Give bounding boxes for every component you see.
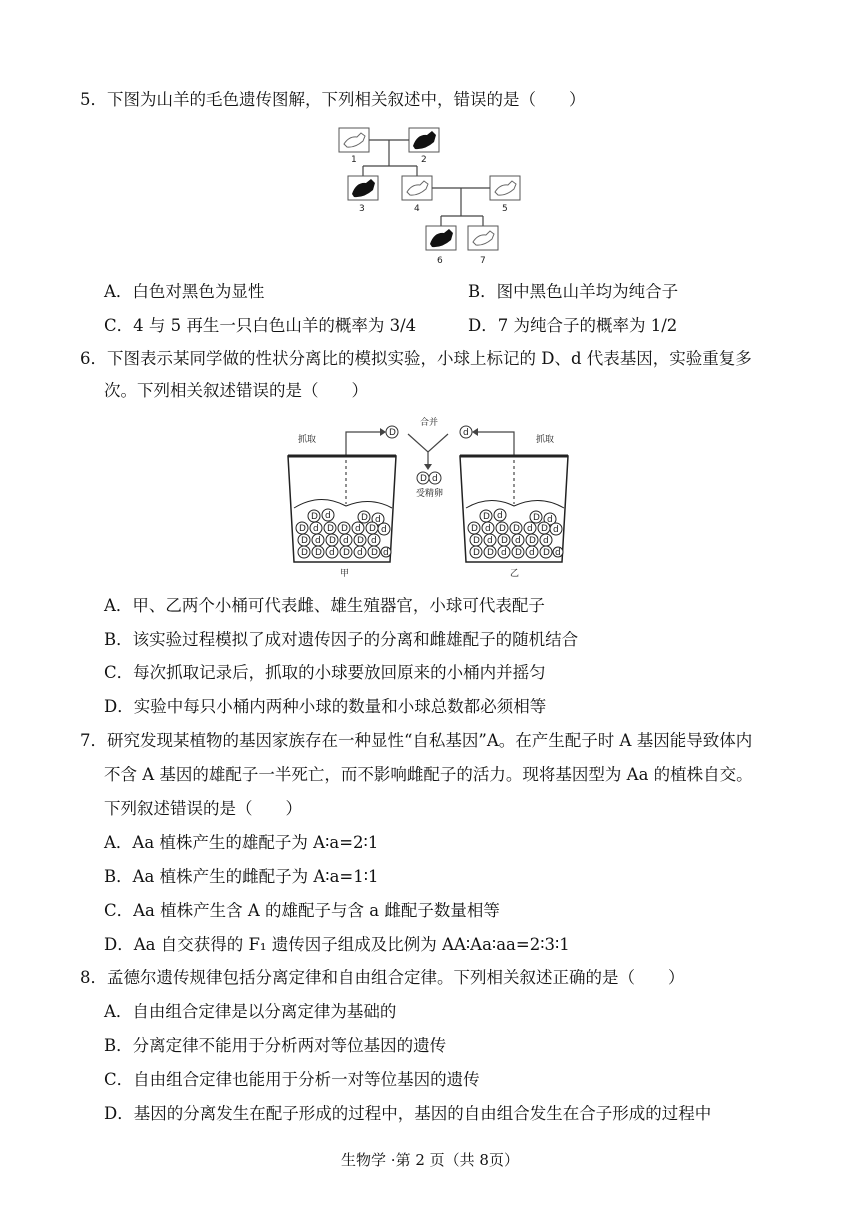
goat-4-white xyxy=(402,176,432,200)
q5-stem: 5．下图为山羊的毛色遗传图解，下列相关叙述中，错误的是（ ） xyxy=(80,90,586,109)
ball-label: d xyxy=(553,525,559,535)
q7-stem-line3: 下列叙述错误的是（ ） xyxy=(104,799,302,818)
ball-label: D xyxy=(369,524,376,534)
page-footer: 生物学 ·第 2 页（共 8页） xyxy=(341,1151,519,1169)
q5-option-b: B．图中黑色山羊均为纯合子 xyxy=(468,282,679,301)
ball-label: D xyxy=(357,536,364,546)
q7-option-a: A．Aa 植株产生的雄配子为 A∶a=2∶1 xyxy=(104,833,379,852)
q5-option-a: A．白色对黑色为显性 xyxy=(104,282,265,301)
q5-option-d: D．7 为纯合子的概率为 1/2 xyxy=(468,316,678,335)
bucket-simulation-diagram xyxy=(280,412,580,582)
ball-label: d xyxy=(487,536,493,546)
goat-5-white xyxy=(490,176,520,200)
grab-label-right: 抓取 xyxy=(536,435,555,445)
q7-option-d: D．Aa 自交获得的 F₁ 遗传因子组成及比例为 AA∶Aa∶aa=2∶3∶1 xyxy=(104,935,570,954)
q7-option-b: B．Aa 植株产生的雌配子为 A∶a=1∶1 xyxy=(104,867,379,886)
ball-label: D xyxy=(301,548,308,558)
ball-label: d xyxy=(497,511,503,521)
zygote-ball-D: D xyxy=(420,474,427,484)
bucket-label-jia: 甲 xyxy=(340,569,350,579)
ball-label: d xyxy=(375,515,381,525)
q7-stem-line1: 7．研究发现某植物的基因家族存在一种显性“自私基因”A。在产生配子时 A 基因能导致体内 xyxy=(80,731,753,750)
ball-label: D xyxy=(533,513,540,523)
ball-label: d xyxy=(383,548,389,558)
ball-label: D xyxy=(483,512,490,522)
goat-label-4: 4 xyxy=(414,204,420,214)
q8-option-b: B．分离定律不能用于分析两对等位基因的遗传 xyxy=(104,1036,447,1055)
ball-label: d xyxy=(543,536,549,546)
ball-label: D xyxy=(343,548,350,558)
goat-label-7: 7 xyxy=(480,256,486,266)
zygote-ball-d: d xyxy=(432,474,438,484)
grab-label-left: 抓取 xyxy=(298,435,317,445)
ball-label: d xyxy=(371,536,377,546)
ball-label: D xyxy=(513,524,520,534)
ball-label: D xyxy=(299,524,306,534)
goat-7-white xyxy=(468,226,498,250)
q8-option-d: D．基因的分离发生在配子形成的过程中，基因的自由组合发生在合子形成的过程中 xyxy=(104,1104,712,1123)
ball-label: D xyxy=(315,548,322,558)
q6-stem-line1: 6．下图表示某同学做的性状分离比的模拟实验，小球上标记的 D、d 代表基因，实验重复多 xyxy=(80,349,752,368)
ball-label: D xyxy=(473,536,480,546)
ball-label: d xyxy=(515,536,521,546)
ball-label: D xyxy=(543,548,550,558)
ball-label: d xyxy=(329,548,335,558)
goat-label-6: 6 xyxy=(437,256,443,266)
ball-label: d xyxy=(357,548,363,558)
zygote-label: 受精卵 xyxy=(416,489,444,499)
q8-stem: 8．孟德尔遗传规律包括分离定律和自由组合定律。下列相关叙述正确的是（ ） xyxy=(80,968,685,987)
ball-label: d xyxy=(501,548,507,558)
ball-label: D xyxy=(301,536,308,546)
ball-label: D xyxy=(329,536,336,546)
ball-label: d xyxy=(355,524,361,534)
ball-label: D xyxy=(389,428,396,438)
q7-stem-line2: 不含 A 基因的雄配子一半死亡，而不影响雌配子的活力。现将基因型为 Aa 的植株自交。 xyxy=(104,765,753,784)
ball-label: D xyxy=(473,548,480,558)
q8-option-c: C．自由组合定律也能用于分析一对等位基因的遗传 xyxy=(104,1070,480,1089)
goat-label-2: 2 xyxy=(421,155,427,165)
q7-option-c: C．Aa 植株产生含 A 的雄配子与含 a 雌配子数量相等 xyxy=(104,901,500,920)
q8-option-a: A．自由组合定律是以分离定律为基础的 xyxy=(104,1002,397,1021)
ball-label: d xyxy=(325,511,331,521)
ball-label: d xyxy=(463,428,469,438)
q6-option-a: A．甲、乙两个小桶可代表雌、雄生殖器官，小球可代表配子 xyxy=(104,596,545,615)
ball-label: D xyxy=(327,524,334,534)
q6-option-c: C．每次抓取记录后，抓取的小球要放回原来的小桶内并摇匀 xyxy=(104,663,546,682)
goat-label-1: 1 xyxy=(351,155,357,165)
q5-option-c: C．4 与 5 再生一只白色山羊的概率为 3/4 xyxy=(104,316,417,335)
ball-label: d xyxy=(315,536,321,546)
ball-label: D xyxy=(311,512,318,522)
bucket-label-yi: 乙 xyxy=(510,569,520,579)
goat-pedigree-diagram xyxy=(335,124,535,269)
merge-label: 合并 xyxy=(420,418,439,428)
ball-label: D xyxy=(529,536,536,546)
ball-label: d xyxy=(381,525,387,535)
ball-label: d xyxy=(547,515,553,525)
goat-label-3: 3 xyxy=(359,204,365,214)
ball-label: D xyxy=(541,524,548,534)
ball-label: d xyxy=(343,536,349,546)
ball-label: d xyxy=(485,524,491,534)
ball-label: d xyxy=(529,548,535,558)
ball-label: D xyxy=(471,524,478,534)
ball-label: D xyxy=(341,524,348,534)
ball-label: D xyxy=(501,536,508,546)
ball-label: D xyxy=(371,548,378,558)
ball-label: D xyxy=(499,524,506,534)
q6-stem-line2: 次。下列相关叙述错误的是（ ） xyxy=(104,381,368,400)
ball-label: D xyxy=(515,548,522,558)
q6-option-d: D．实验中每只小桶内两种小球的数量和小球总数都必须相等 xyxy=(104,697,547,716)
ball-label: d xyxy=(527,524,533,534)
ball-label: D xyxy=(361,513,368,523)
q6-option-b: B．该实验过程模拟了成对遗传因子的分离和雌雄配子的随机结合 xyxy=(104,630,579,649)
goat-1-white xyxy=(339,128,369,152)
ball-label: d xyxy=(555,548,561,558)
goat-label-5: 5 xyxy=(502,204,508,214)
ball-label: D xyxy=(487,548,494,558)
ball-label: d xyxy=(313,524,319,534)
